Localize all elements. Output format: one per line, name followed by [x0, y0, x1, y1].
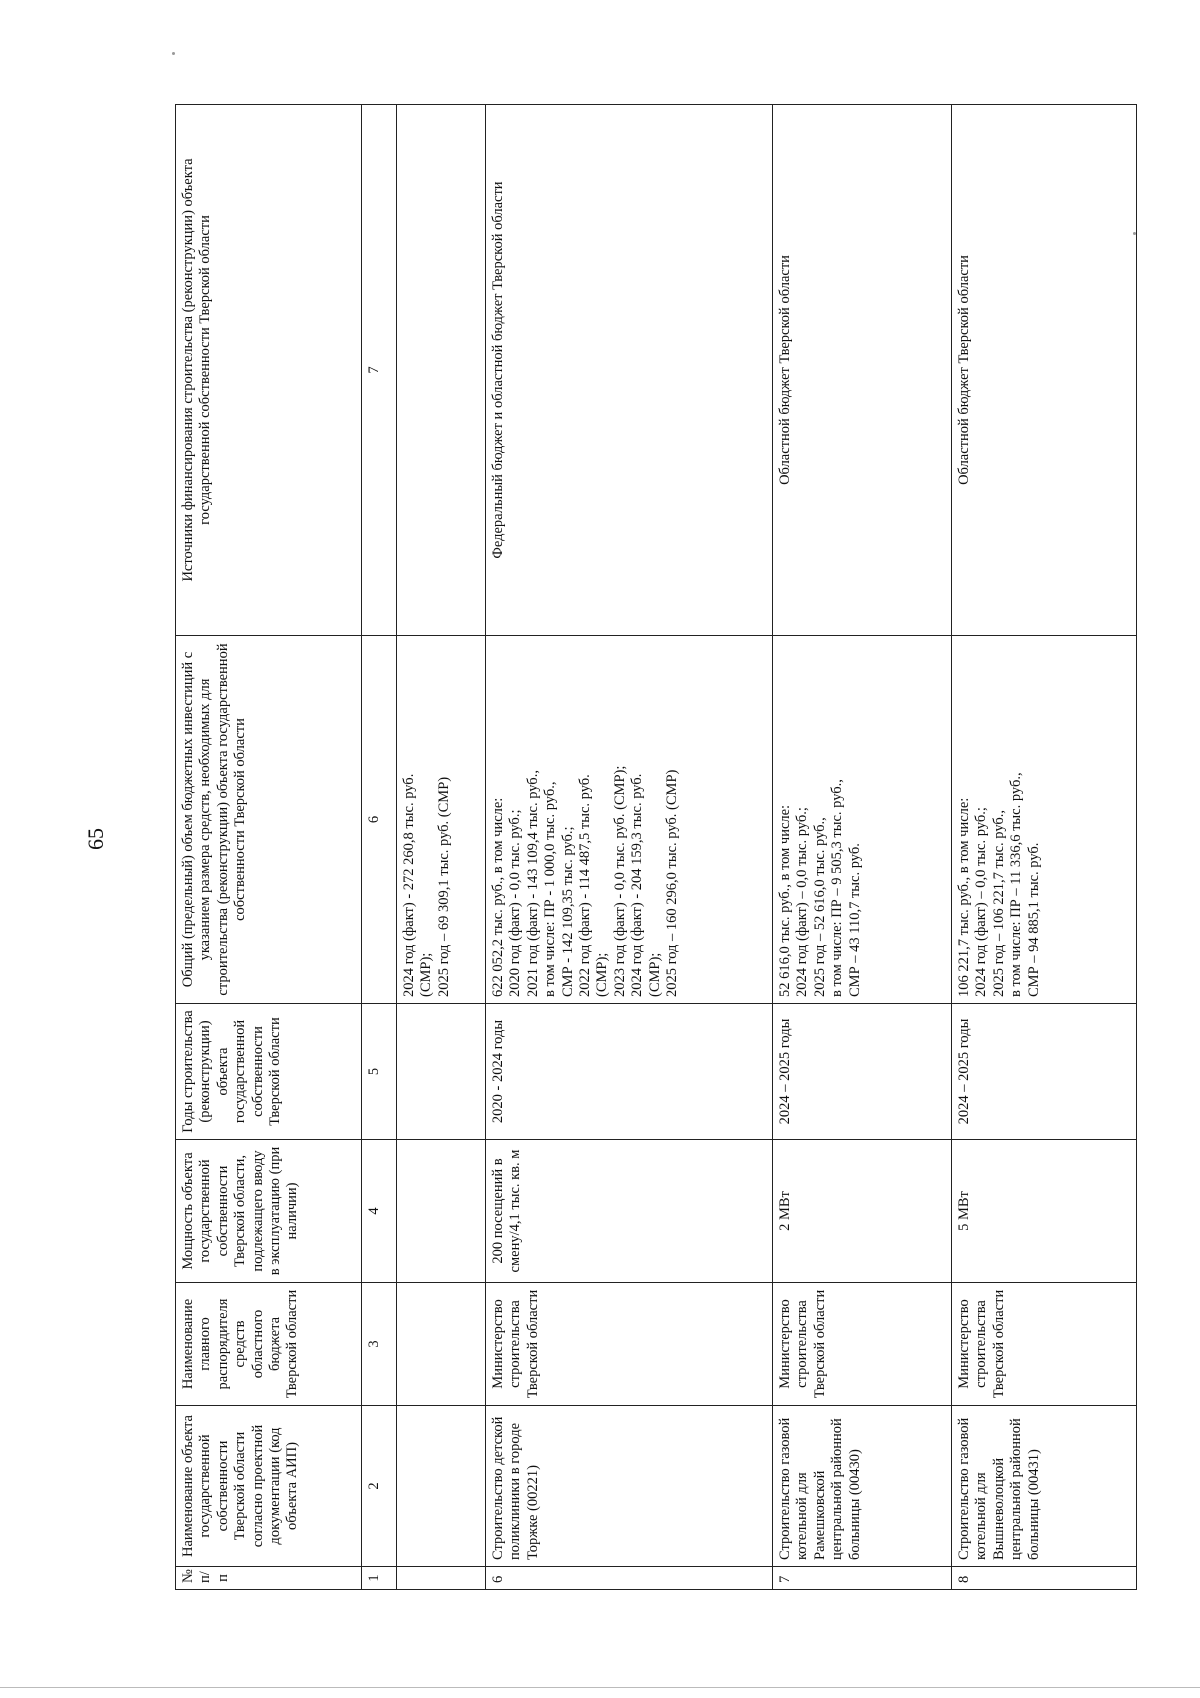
investment-table — [175, 104, 1137, 1590]
column-number: 1 — [362, 1567, 397, 1590]
table-cell — [397, 1004, 486, 1140]
header-row — [176, 105, 362, 1590]
budget-manager: Министерство строительства Тверской области — [952, 1283, 1137, 1406]
investment-cell — [952, 636, 1137, 1004]
page-number: 65 — [83, 828, 108, 850]
investment-line: в том числе: ПР – 9 505,3 тыс. руб., — [829, 779, 846, 997]
investment-line: (СМР); — [594, 952, 611, 997]
column-numbers-row — [362, 105, 397, 1590]
budget-manager: Министерство строительства Тверской области — [773, 1283, 952, 1406]
investment-line: 2025 год – 52 616,0 тыс. руб., — [811, 817, 828, 997]
investment-line: 52 616,0 тыс. руб., в том числе: — [777, 804, 793, 997]
scan-speck — [1133, 232, 1136, 235]
budget-manager: Министерство строительства Тверской области — [486, 1283, 773, 1406]
construction-years: 2024 – 2025 годы — [773, 1004, 952, 1140]
funding-source: Областной бюджет Тверской области — [773, 105, 952, 636]
investment-cell — [773, 636, 952, 1004]
table-row — [952, 105, 1137, 1590]
investment-line: (СМР); — [418, 952, 435, 997]
capacity: 2 МВт — [773, 1140, 952, 1283]
column-number: 4 — [362, 1140, 397, 1283]
investment-cell — [486, 636, 773, 1004]
investment-line: 2024 год (факт) - 272 260,8 тыс. руб. — [401, 773, 417, 997]
investment-line: 2021 год (факт) - 143 109,4 тыс. руб., — [524, 770, 541, 997]
header-number: № п/п — [176, 1567, 362, 1590]
column-number: 6 — [362, 636, 397, 1004]
table-cell — [397, 1406, 486, 1567]
column-number: 5 — [362, 1004, 397, 1140]
investment-line: СМР – 94 885,1 тыс. руб. — [1025, 842, 1042, 997]
object-name: Строительство детской поликлиники в городе Торжке (00221) — [486, 1406, 773, 1567]
header-budget-manager: Наименование главного распорядителя средств областного бюджета Тверской области — [176, 1283, 362, 1406]
investment-line: (СМР); — [646, 952, 663, 997]
investment-line: СМР – 43 110,7 тыс. руб. — [846, 843, 863, 997]
investment-line: 2023 год (факт) - 0,0 тыс. руб. (СМР); — [611, 765, 628, 997]
investment-line: 106 221,7 тыс. руб., в том числе: — [956, 797, 972, 997]
header-object-name: Наименование объекта государственной собственности Тверской области согласно проектной документации (код объекта АИП) — [176, 1406, 362, 1567]
header-funding-source: Источники финансирования строительства (реконструкции) объекта государственной собственности Тверской области — [176, 105, 362, 636]
construction-years: 2020 - 2024 годы — [486, 1004, 773, 1140]
table-cell — [397, 1140, 486, 1283]
investment-line: 2024 год (факт) – 0,0 тыс. руб.; — [973, 807, 990, 997]
row-number: 8 — [952, 1567, 1137, 1590]
table-row — [486, 105, 773, 1590]
investment-line: 622 052,2 тыс. руб., в том числе: — [490, 797, 506, 997]
column-number: 3 — [362, 1283, 397, 1406]
investment-cell — [397, 636, 486, 1004]
investment-line: 2022 год (факт) - 114 487,5 тыс. руб. — [576, 774, 593, 997]
column-number: 2 — [362, 1406, 397, 1567]
investment-line: СМР - 142 109,35 тыс. руб.; — [559, 826, 576, 997]
investment-line: 2025 год – 69 309,1 тыс. руб. (СМР) — [435, 776, 452, 997]
table-cell — [397, 1567, 486, 1590]
capacity: 200 посещений в смену/4,1 тыс. кв. м — [486, 1140, 773, 1283]
row-number: 6 — [486, 1567, 773, 1590]
construction-years: 2024 – 2025 годы — [952, 1004, 1137, 1140]
object-name: Строительство газовой котельной для Вышневолоцкой центральной районной больницы (00431) — [952, 1406, 1137, 1567]
table-cell — [397, 105, 486, 636]
investment-line: 2024 год (факт) – 0,0 тыс. руб.; — [794, 807, 811, 997]
investment-line: 2025 год – 106 221,7 тыс. руб., — [990, 809, 1007, 997]
table-sheet — [175, 105, 1110, 1590]
table-row — [773, 105, 952, 1590]
investment-line: в том числе: ПР - 1 000,0 тыс. руб., — [542, 781, 559, 997]
investment-line: 2020 год (факт) - 0,0 тыс. руб.; — [507, 809, 524, 997]
header-investment-volume: Общий (предельный) объем бюджетных инвестиций с указанием размера средств, необходимых для строительства (реконструкции) объекта государственной собственности Тверской области — [176, 636, 362, 1004]
investment-line: 2025 год – 160 296,0 тыс. руб. (СМР) — [663, 769, 680, 997]
capacity: 5 МВт — [952, 1140, 1137, 1283]
rotated-table-container — [175, 105, 1110, 1590]
scan-edge-line — [0, 1687, 1200, 1688]
funding-source: Областной бюджет Тверской области — [952, 105, 1137, 636]
object-name: Строительство газовой котельной для Рамешковской центральной районной больницы (00430) — [773, 1406, 952, 1567]
column-number: 7 — [362, 105, 397, 636]
funding-source: Федеральный бюджет и областной бюджет Тверской области — [486, 105, 773, 636]
investment-line: 2024 год (факт) - 204 159,3 тыс. руб. — [629, 773, 646, 997]
row-number: 7 — [773, 1567, 952, 1590]
table-cell — [397, 1283, 486, 1406]
continuation-row — [397, 105, 486, 1590]
header-construction-years: Годы строительства (реконструкции) объекта государственной собственности Тверской области — [176, 1004, 362, 1140]
header-capacity: Мощность объекта государственной собственности Тверской области, подлежащего вводу в эксплуатацию (при наличии) — [176, 1140, 362, 1283]
investment-line: в том числе: ПР – 11 336,6 тыс. руб., — [1008, 772, 1025, 997]
scan-speck — [172, 52, 175, 55]
